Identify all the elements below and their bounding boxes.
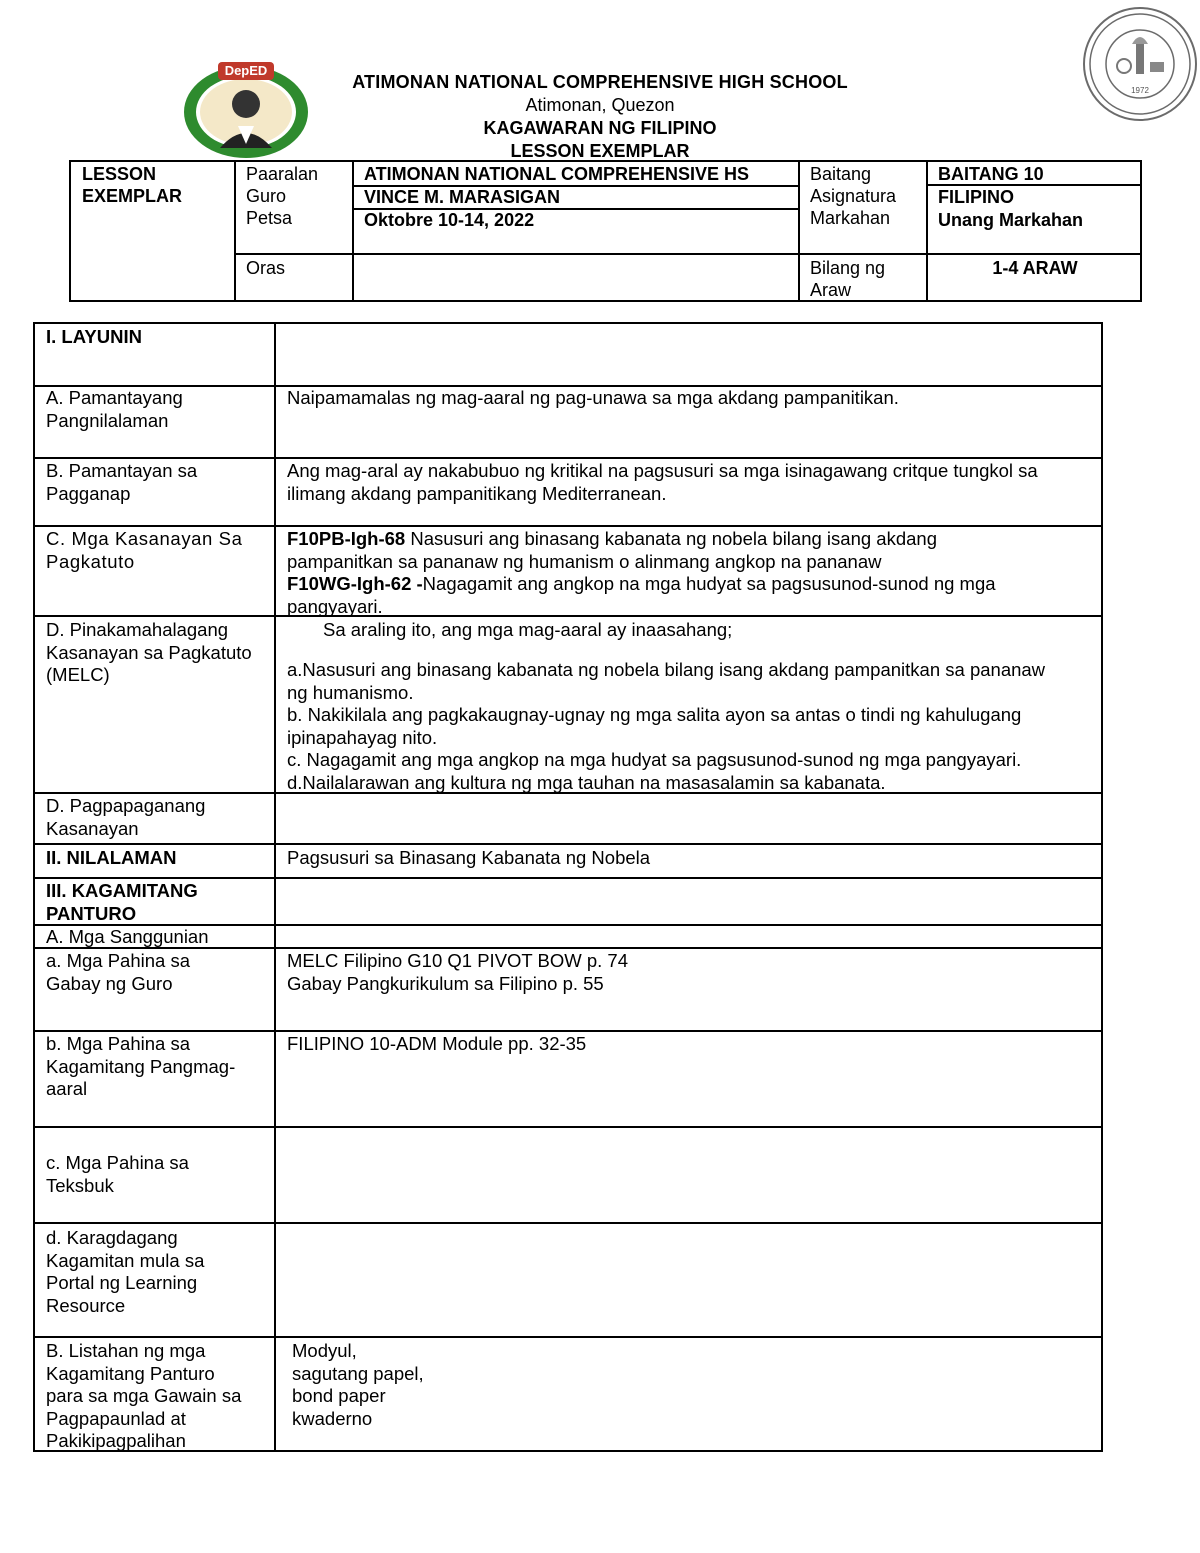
lesson-exemplar-label: LESSON EXEMPLAR xyxy=(82,164,183,206)
guro-value: VINCE M. MARASIGAN xyxy=(364,187,561,207)
document-title: LESSON EXEMPLAR xyxy=(510,141,690,161)
row-pangmag-aaral-content: FILIPINO 10-ADM Module pp. 32-35 xyxy=(287,1033,587,1054)
school-address: Atimonan, Quezon xyxy=(525,95,675,115)
oras-label: Oras xyxy=(246,258,286,278)
row-karagdagang-label: d. Karagdagang Kagamitan mula sa Portal ng Learning Resource xyxy=(46,1227,205,1316)
info-right-labels: Baitang Asignatura Markahan xyxy=(810,164,897,228)
row-listahan-label: B. Listahan ng mga Kagamitang Panturo para sa mga Gawain sa Pagpapaunlad at Pakikipagpalihan xyxy=(46,1340,242,1451)
competency-code-1: F10PB-Igh-68 xyxy=(287,528,406,549)
row-kasanayan-content xyxy=(287,528,1097,573)
row-kasanayan-content-2 xyxy=(287,573,1097,618)
row-pagpapaganang-label: D. Pagpapaganang Kasanayan xyxy=(46,795,206,839)
competency-code-2: F10WG-Igh-62 - xyxy=(287,573,423,594)
bilang-label: Bilang ng Araw xyxy=(810,258,886,300)
department-name: KAGAWARAN NG FILIPINO xyxy=(483,118,717,138)
row-melc-label: D. Pinakamahalagang Kasanayan sa Pagkatuto (MELC) xyxy=(46,619,252,685)
row-sanggunian-label: A. Mga Sanggunian xyxy=(46,926,209,947)
row-layunin-label: I. LAYUNIN xyxy=(46,326,142,347)
school-name: ATIMONAN NATIONAL COMPREHENSIVE HIGH SCHOOL xyxy=(352,72,848,92)
row-nilalaman-content: Pagsusuri sa Binasang Kabanata ng Nobela xyxy=(287,847,651,868)
bilang-value: 1-4 ARAW xyxy=(992,258,1078,278)
row-melc-intro: Sa araling ito, ang mga mag-aaral ay inaasahang; xyxy=(323,619,733,640)
row-melc-list: a.Nasusuri ang binasang kabanata ng nobela bilang isang akdang pampanitkan sa pananaw ng humanismo. b. Nakikilala ang pagkakaugnay-ugnay ng mga salita ayon sa antas o tindi ng kahulugang ipinapahayag nito. c. Nagagamit ang mga angkop na mga hudyat sa pagsusunod-sunod ng mga pangyayari. d.Nailalarawan ang kultura ng mga tauhan na masasalamin sa kabanata. xyxy=(287,659,1046,793)
competency-text-1: Nasusuri ang binasang kabanata ng nobela bilang isang akdang pampanitkan sa pananaw ng humanism o alinmang angkop na pananaw xyxy=(287,528,937,572)
row-pamantayan-pagganap-content: Ang mag-aral ay nakabubuo ng kritikal na pagsusuri sa mga isinagawang critque tungkol sa ilimang akdang pampanitikang Mediterranean. xyxy=(287,460,1038,504)
row-listahan-content: Modyul, sagutang papel, bond paper kwaderno xyxy=(292,1340,424,1429)
deped-logo-text: DepED xyxy=(224,63,268,78)
row-gabay-guro-content: MELC Filipino G10 Q1 PIVOT BOW p. 74 Gabay Pangkurikulum sa Filipino p. 55 xyxy=(287,950,629,994)
row-kasanayan-label: C. Mga Kasanayan Sa Pagkatuto xyxy=(46,528,243,572)
row-pamantayan-pagganap-label: B. Pamantayan sa Pagganap xyxy=(46,460,198,504)
seal-year: 1972 xyxy=(1131,86,1149,95)
row-pangmag-aaral-label: b. Mga Pahina sa Kagamitang Pangmag- aaral xyxy=(46,1033,236,1099)
baitang-value: BAITANG 10 xyxy=(938,164,1044,184)
row-gabay-guro-label: a. Mga Pahina sa Gabay ng Guro xyxy=(46,950,190,994)
row-kagamitang-panturo-label: III. KAGAMITANG PANTURO xyxy=(46,880,198,924)
asignatura-value: FILIPINO xyxy=(938,187,1014,207)
row-nilalaman-label: II. NILALAMAN xyxy=(46,847,177,868)
row-teksbuk-label: c. Mga Pahina sa Teksbuk xyxy=(46,1152,189,1196)
row-pamantayang-pangnilalaman-label: A. Pamantayang Pangnilalaman xyxy=(46,387,183,431)
competency-text-2: Nagagamit ang angkop na mga hudyat sa pagsusunod-sunod ng mga pangyayari. xyxy=(287,573,996,617)
petsa-value: Oktobre 10-14, 2022 xyxy=(364,210,535,230)
paaralan-value: ATIMONAN NATIONAL COMPREHENSIVE HS xyxy=(364,164,750,184)
info-left-labels: Paaralan Guro Petsa xyxy=(246,164,319,228)
markahan-value: Unang Markahan xyxy=(938,210,1084,230)
row-pamantayang-pangnilalaman-content: Naipamamalas ng mag-aaral ng pag-unawa sa mga akdang pampanitikan. xyxy=(287,387,899,408)
